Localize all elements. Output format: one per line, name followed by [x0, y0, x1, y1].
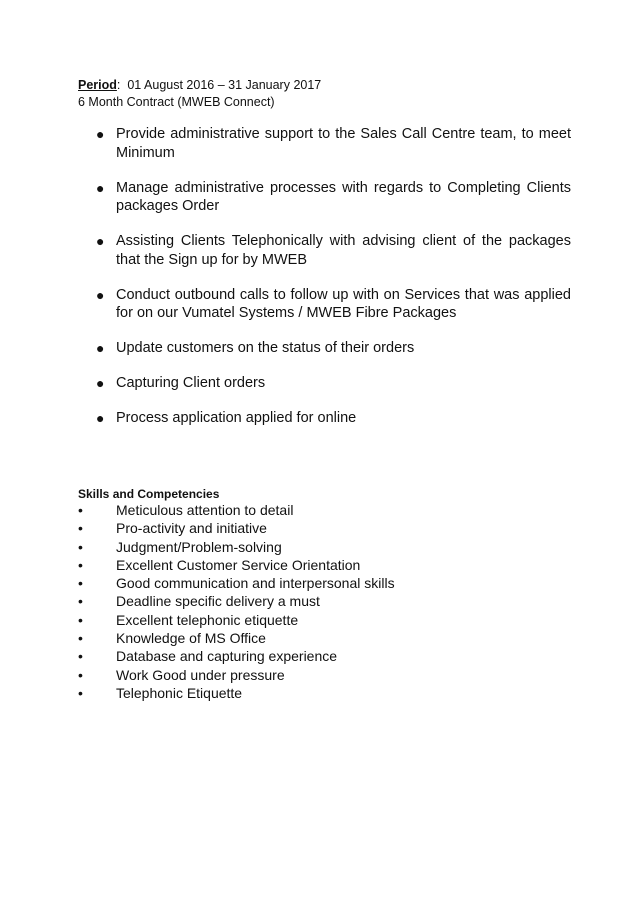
duty-text: Manage administrative processes with regards to Completing Clients packages Order — [116, 179, 571, 214]
duty-item — [96, 125, 571, 162]
period-separator: : — [116, 78, 121, 92]
bullet-icon: • — [78, 575, 83, 592]
duty-item — [96, 409, 571, 428]
bullet-icon: • — [78, 684, 83, 701]
duty-text: Capturing Client orders — [116, 375, 266, 391]
contract-description: 6 Month Contract (MWEB Connect) — [78, 95, 275, 109]
bullet-icon: • — [78, 520, 83, 537]
duty-text: Provide administrative support to the Sales Call Centre team, to meet Minimum — [116, 126, 571, 161]
skill-text: Deadline specific delivery a must — [116, 593, 320, 610]
duty-item — [96, 286, 571, 323]
skill-text: Good communication and interpersonal skills — [116, 575, 395, 592]
bullet-icon: • — [78, 556, 83, 573]
skill-text: Pro-activity and initiative — [116, 520, 267, 537]
bullet-icon: ● — [96, 375, 105, 391]
duty-item — [96, 179, 571, 216]
skill-text: Telephonic Etiquette — [116, 684, 243, 701]
period-value: 01 August 2016 – 31 January 2017 — [127, 78, 322, 92]
bullet-icon: ● — [96, 126, 105, 142]
skill-text: Excellent Customer Service Orientation — [116, 556, 361, 573]
bullet-icon: ● — [96, 340, 105, 356]
bullet-icon: ● — [96, 233, 105, 249]
duty-text: Conduct outbound calls to follow up with on Services that was applied for on our Vumatel Systems / MWEB Fibre Packages — [116, 286, 571, 321]
skill-text: Judgment/Problem-solving — [116, 538, 282, 555]
duty-text: Assisting Clients Telephonically with advising client of the packages that the Sign up for by MWEB — [116, 233, 571, 268]
period-line — [78, 77, 321, 94]
duty-text: Update customers on the status of their orders — [116, 340, 415, 356]
bullet-icon: • — [78, 502, 83, 518]
bullet-icon: • — [78, 666, 83, 683]
bullet-icon: • — [78, 648, 83, 665]
bullet-icon: • — [78, 538, 83, 555]
bullet-icon: • — [78, 630, 83, 647]
bullet-icon: ● — [96, 179, 105, 196]
skill-text: Work Good under pressure — [116, 666, 285, 683]
duty-item — [96, 374, 571, 393]
duty-item — [96, 339, 571, 358]
skills-heading: Skills and Competencies — [78, 487, 220, 501]
bullet-icon: • — [78, 611, 83, 628]
skill-text: Knowledge of MS Office — [116, 630, 266, 647]
skill-text: Meticulous attention to detail — [116, 502, 294, 518]
duties-list — [96, 125, 571, 444]
bullet-icon: • — [78, 593, 83, 610]
skill-text: Excellent telephonic etiquette — [116, 611, 299, 628]
duty-item — [96, 232, 571, 269]
duty-text: Process application applied for online — [116, 410, 357, 426]
period-label: Period — [78, 78, 117, 92]
bullet-icon: ● — [96, 410, 105, 426]
skill-text: Database and capturing experience — [116, 648, 338, 665]
bullet-icon: ● — [96, 286, 105, 303]
